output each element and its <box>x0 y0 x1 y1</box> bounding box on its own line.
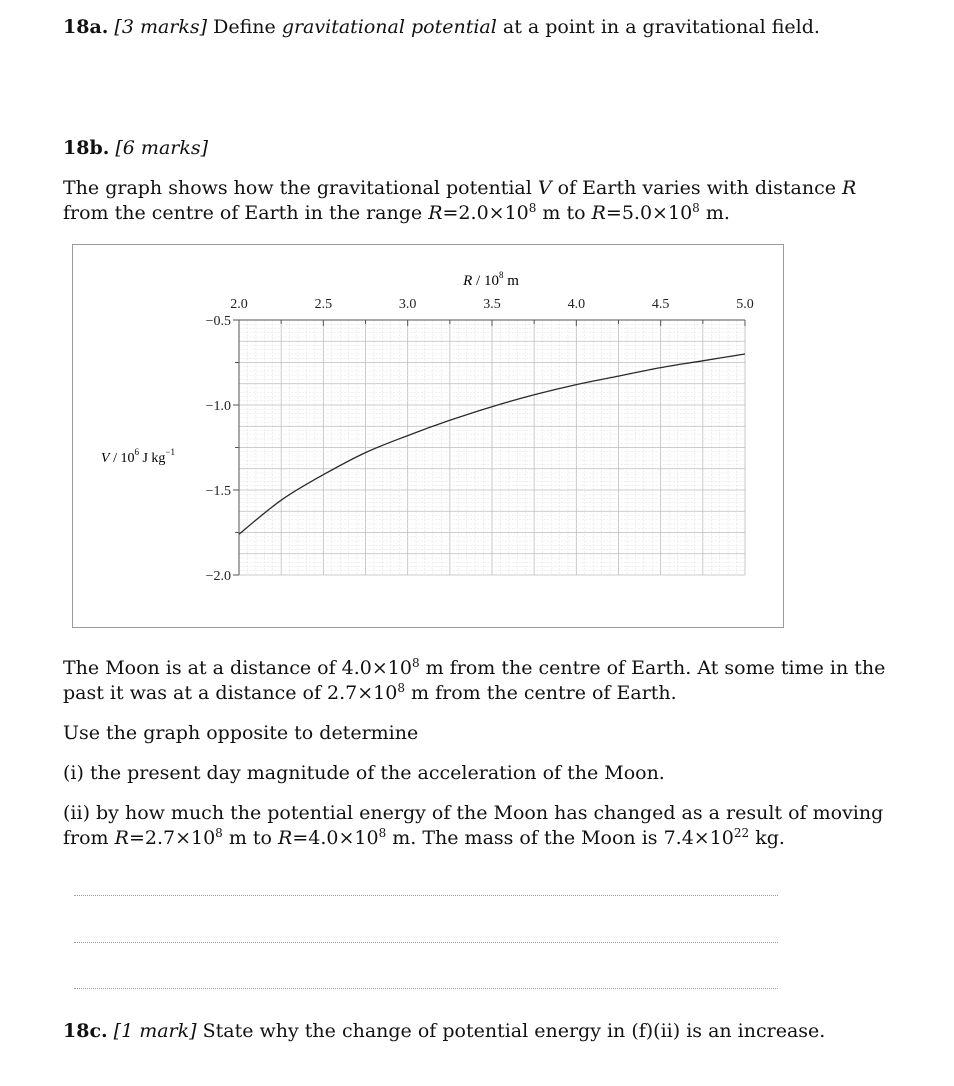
part-ii-text-6: kg. <box>749 827 785 849</box>
moon-exp-2: 8 <box>397 681 405 695</box>
intro-text-7: m. <box>699 202 730 224</box>
q18b-intro <box>63 176 893 226</box>
q18a-number: 18a. <box>63 16 109 38</box>
q18b-marks: [6 marks] <box>115 137 209 159</box>
q18a-heading <box>63 15 820 39</box>
q18c-number: 18c. <box>63 1020 108 1042</box>
q18a-text-after: at a point in a gravitational field. <box>502 16 820 38</box>
q18a-text-before: Define <box>213 16 276 38</box>
intro-text-4: =2.0×10 <box>442 202 529 224</box>
part-ii-exp-2: 8 <box>378 826 387 840</box>
part-ii-text-5: m. The mass of the Moon is 7.4×10 <box>386 827 734 849</box>
part-ii-text-1: (ii) by how much the potential energy of the Moon has changed as a result of moving from <box>63 802 884 849</box>
x-tick-label-3.0: 3.0 <box>398 297 417 312</box>
intro-text-6: =5.0×10 <box>605 202 693 224</box>
x-tick-label-2.0: 2.0 <box>230 297 248 312</box>
moon-text-2: m from the centre of Earth. At some time in the past it was at a distance of 2.7×10 <box>63 657 886 704</box>
part-ii-text-2: =2.7×10 <box>128 827 216 849</box>
x-tick-label-4.5: 4.5 <box>651 297 670 312</box>
y-tick-label-3: −2.0 <box>205 569 231 584</box>
y-tick-label-2: −1.5 <box>205 484 231 499</box>
intro-exp-1: 8 <box>528 201 537 215</box>
part-ii-exp-1: 8 <box>215 826 223 840</box>
q18b-heading <box>63 136 208 160</box>
moon-text-1: The Moon is at a distance of 4.0×10 <box>63 657 412 679</box>
q18b-moon-text <box>63 656 893 706</box>
intro-text-5: m to <box>536 202 586 224</box>
intro-var-r: R <box>842 177 857 199</box>
part-ii-var-r2: R <box>278 827 293 849</box>
q18c-heading <box>63 1019 825 1043</box>
part-ii-text-3: m to <box>222 827 272 849</box>
potential-graph <box>73 245 785 629</box>
intro-var-v: V <box>537 177 552 199</box>
moon-text-3: m from the centre of Earth. <box>405 682 677 704</box>
part-ii-var-r1: R <box>114 827 129 849</box>
q18b-use-graph: Use the graph opposite to determine <box>63 722 419 744</box>
q18b-part-ii <box>63 801 893 851</box>
x-axis-label: R / $10^8$ m <box>463 270 519 289</box>
intro-text-2: of Earth varies with distance <box>557 177 836 199</box>
intro-text-3: from the centre of Earth in the range <box>63 202 423 224</box>
intro-text-1: The graph shows how the gravitational potential <box>63 177 532 199</box>
x-tick-label-2.5: 2.5 <box>314 297 333 312</box>
q18b-part-i: (i) the present day magnitude of the acceleration of the Moon. <box>63 762 665 784</box>
intro-var-r1: R <box>428 202 443 224</box>
answer-line-1[interactable] <box>74 895 778 896</box>
y-tick-label-1: −1.0 <box>205 399 231 414</box>
potential-graph-frame <box>72 244 784 628</box>
x-tick-label-3.5: 3.5 <box>483 297 501 312</box>
q18c-text: State why the change of potential energy in (f)(ii) is an increase. <box>202 1020 826 1042</box>
y-tick-label-0: −0.5 <box>205 314 231 329</box>
part-ii-exp-3: 22 <box>733 826 750 840</box>
q18a-marks: [3 marks] <box>114 16 208 38</box>
answer-line-3[interactable] <box>74 988 778 989</box>
intro-var-r2: R <box>591 202 606 224</box>
moon-exp-1: 8 <box>411 656 420 670</box>
part-ii-text-4: =4.0×10 <box>292 827 379 849</box>
y-axis-label: V / $10^6$ J $kg^{-1}$ <box>101 447 175 466</box>
q18a-term: gravitational potential <box>281 16 497 38</box>
q18b-number: 18b. <box>63 137 110 159</box>
x-tick-label-4.0: 4.0 <box>567 297 586 312</box>
answer-line-2[interactable] <box>74 942 778 943</box>
intro-exp-2: 8 <box>692 201 700 215</box>
x-tick-label-5.0: 5.0 <box>736 297 754 312</box>
q18c-marks: [1 mark] <box>113 1020 197 1042</box>
